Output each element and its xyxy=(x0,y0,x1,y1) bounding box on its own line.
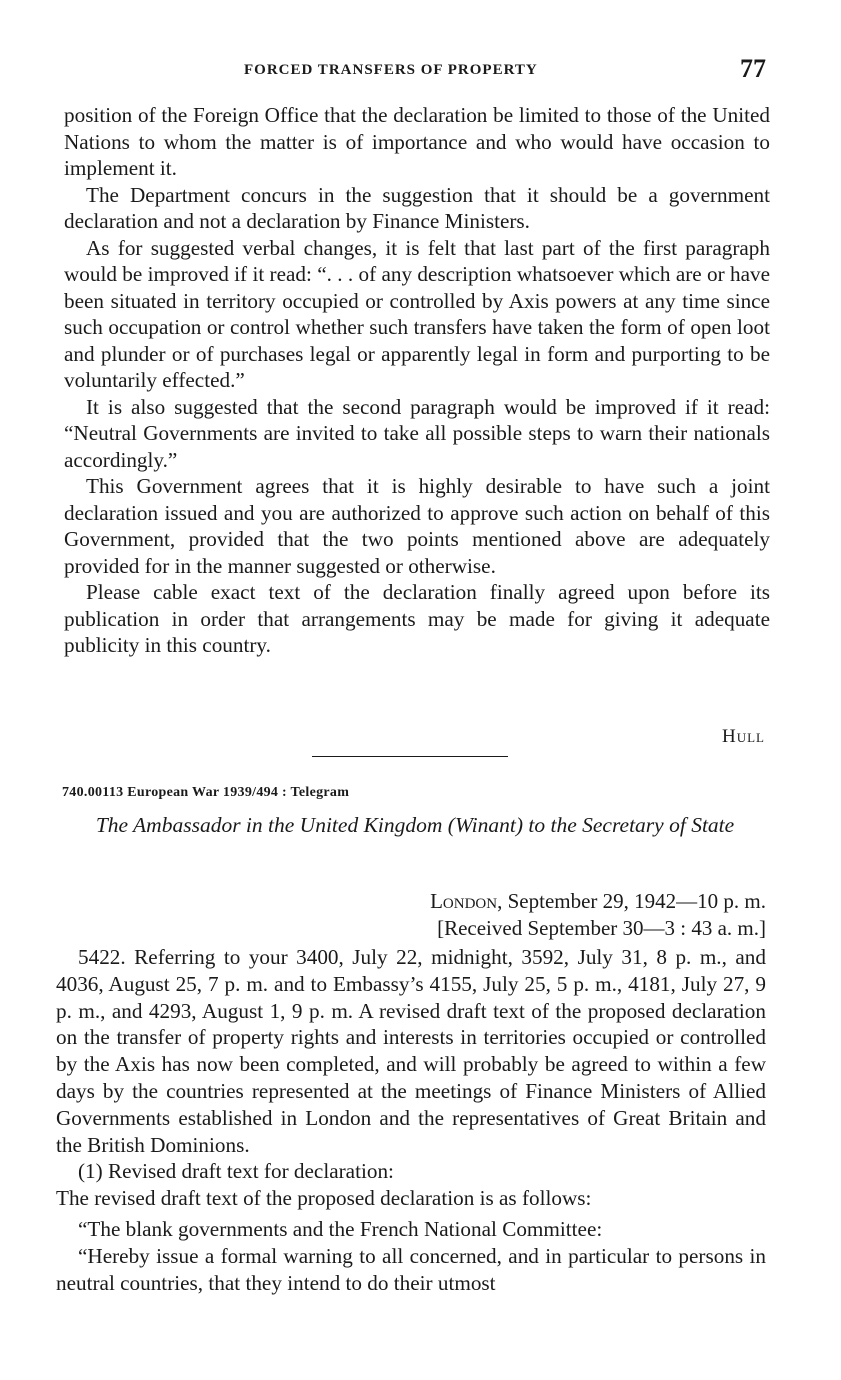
dateline-received: [Received September 30—3 : 43 a. m.] xyxy=(437,916,766,940)
dateline xyxy=(62,888,766,942)
document-title: The Ambassador in the United Kingdom (Winant) to the Secretary of State xyxy=(95,813,735,837)
paragraph: 5422. Referring to your 3400, July 22, midnight, 3592, July 31, 8 p. m., and 4036, August 25, 7 p. m. and to Embassy’s 4155, July 25, 5 p. m., 4181, July 27, 9 p. m., and 4293, August 1, 9 p. m. A revised draft text of the proposed declaration on the transfer of property rights and interests in territories occupied or controlled by the Axis has now been completed, and will probably be agreed to within a few days by the countries represented at the meetings of Finance Ministers of Allied Governments established in London and the representatives of Great Britain and the British Dominions. xyxy=(56,945,766,1157)
paragraph: The revised draft text of the proposed declaration is as follows: xyxy=(56,1186,592,1211)
paragraph: (1) Revised draft text for declaration: xyxy=(78,1159,394,1184)
dateline-date: , September 29, 1942—10 p. m. xyxy=(497,889,766,913)
telegram-body xyxy=(56,944,766,1296)
signature: Hull xyxy=(722,726,765,747)
section-divider xyxy=(312,756,508,757)
paragraph: position of the Foreign Office that the declaration be limited to those of the United Nations to whom the matter is of importance and who would have occasion to implement it. xyxy=(64,103,770,180)
paragraph: As for suggested verbal changes, it is felt that last part of the first paragraph would be improved if it read: “. . . of any description whatsoever which are or have been situated in territory occupied or controlled by Axis powers at any time since such occupation or control whether such transfers have taken the form of open loot and plunder or of purchases legal or apparently legal in form and purporting to be voluntarily effected.” xyxy=(64,235,770,392)
dateline-place: London xyxy=(430,889,498,913)
running-head: FORCED TRANSFERS OF PROPERTY xyxy=(244,62,538,78)
paragraph: It is also suggested that the second paragraph would be improved if it read: “Neutral Governments are invited to take all possible steps to warn their nationals accordingly.” xyxy=(64,394,770,472)
instruction-body xyxy=(64,102,770,659)
paragraph: “Hereby issue a formal warning to all concerned, and in particular to persons in neutral countries, that they intend to do their utmost xyxy=(56,1243,766,1295)
paragraph: Please cable exact text of the declaration finally agreed upon before its publication in order that arrangements may be made for giving it adequate publicity in this country. xyxy=(64,580,770,657)
dateline-sent xyxy=(62,888,766,915)
paragraph: This Government agrees that it is highly desirable to have such a joint declaration issued and you are authorized to approve such action on behalf of this Government, provided that the two points mentioned above are adequately provided for in the manner suggested or otherwise. xyxy=(64,474,770,578)
paragraph: “The blank governments and the French National Committee: xyxy=(78,1216,603,1241)
page-number: 77 xyxy=(740,54,766,83)
paragraph: The Department concurs in the suggestion that it should be a government declaration and not a declaration by Finance Ministers. xyxy=(64,182,770,233)
file-reference: 740.00113 European War 1939/494 : Telegram xyxy=(62,785,350,800)
